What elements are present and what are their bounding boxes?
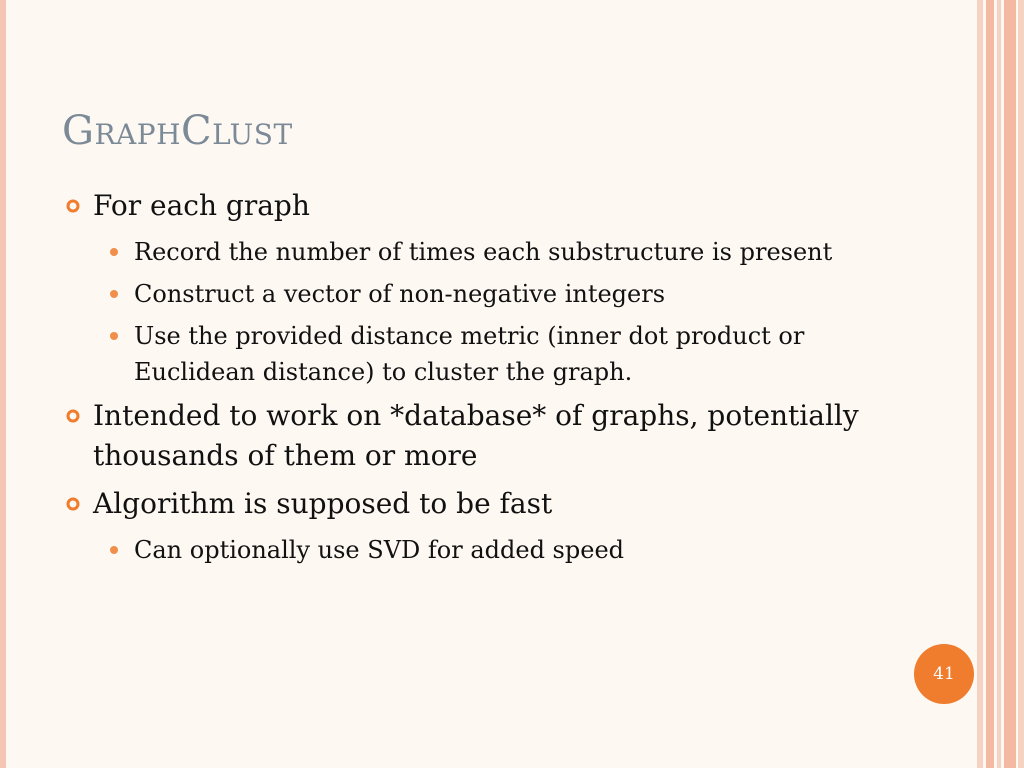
bullet-text: Intended to work on *database* of graphs, potentially thousands of them or more xyxy=(93,399,859,472)
dot-bullet-icon xyxy=(110,248,118,256)
bullet-item xyxy=(66,186,866,226)
ring-bullet-icon xyxy=(66,497,80,511)
bullet-text: For each graph xyxy=(93,189,310,222)
sub-bullet-item xyxy=(66,318,854,390)
right-stripe-3 xyxy=(997,0,1001,768)
slide-title: GraphClust xyxy=(62,108,293,154)
dot-bullet-icon xyxy=(110,332,118,340)
page-number-badge: 41 xyxy=(914,644,974,704)
dot-bullet-icon xyxy=(110,546,118,554)
slide-body xyxy=(66,186,866,574)
right-stripe-2 xyxy=(986,0,994,768)
right-stripe-4 xyxy=(1004,0,1016,768)
sub-bullet-item xyxy=(66,234,854,270)
ring-bullet-icon xyxy=(66,199,80,213)
bullet-item xyxy=(66,396,866,476)
sub-bullet-item xyxy=(66,532,854,568)
sub-bullet-item xyxy=(66,276,854,312)
sub-bullet-text: Construct a vector of non-negative integers xyxy=(134,280,666,308)
dot-bullet-icon xyxy=(110,290,118,298)
sub-bullet-text: Record the number of times each substructure is present xyxy=(134,238,833,266)
bullet-item xyxy=(66,484,866,524)
sub-bullet-text: Use the provided distance metric (inner dot product or Euclidean distance) to cluster the graph. xyxy=(134,322,805,386)
bullet-text: Algorithm is supposed to be fast xyxy=(93,487,553,520)
ring-bullet-icon xyxy=(66,409,80,423)
left-border xyxy=(0,0,6,768)
sub-bullet-text: Can optionally use SVD for added speed xyxy=(134,536,625,564)
right-stripe-1 xyxy=(977,0,983,768)
right-stripe-5 xyxy=(1018,0,1024,768)
